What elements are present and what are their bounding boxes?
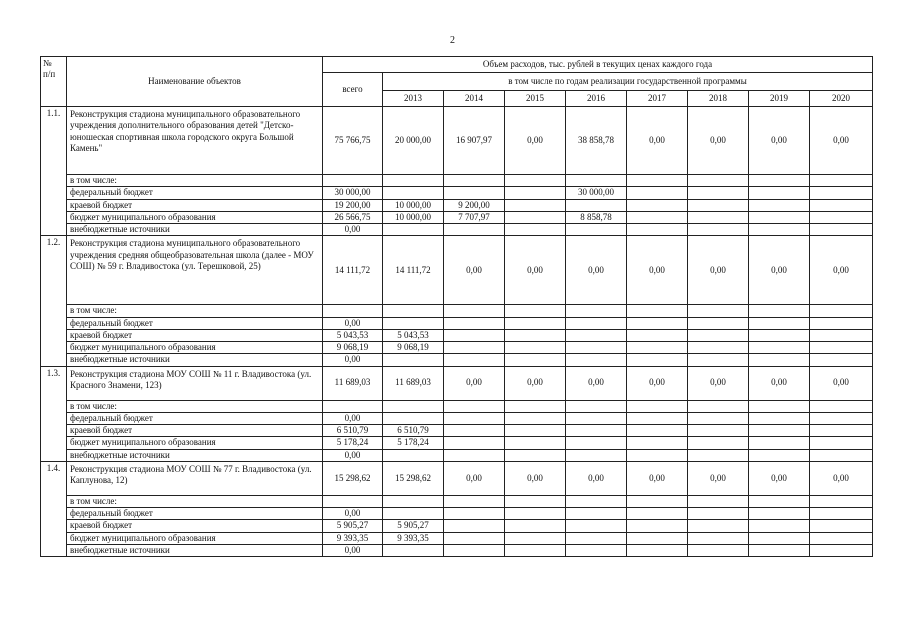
empty-cell [627, 400, 688, 412]
budget-row [41, 329, 873, 341]
budget-year-value: 8 858,78 [566, 211, 627, 223]
budget-total: 19 200,00 [323, 199, 383, 211]
expenses-table [40, 56, 873, 557]
object-year-value: 0,00 [444, 236, 505, 305]
budget-year-value [566, 199, 627, 211]
object-year-value: 0,00 [688, 461, 749, 495]
subtotal-label-row [41, 175, 873, 187]
empty-cell [566, 305, 627, 317]
header-year-2014: 2014 [444, 91, 505, 107]
budget-source-label: внебюджетные источники [67, 544, 323, 556]
budget-year-value [749, 544, 810, 556]
budget-row [41, 211, 873, 223]
object-year-value: 0,00 [566, 236, 627, 305]
budget-source-label: бюджет муниципального образования [67, 532, 323, 544]
object-year-value: 0,00 [688, 236, 749, 305]
budget-year-value [505, 425, 566, 437]
budget-year-value [505, 520, 566, 532]
budget-year-value [566, 532, 627, 544]
budget-source-label: бюджет муниципального образования [67, 211, 323, 223]
budget-row [41, 437, 873, 449]
empty-cell [810, 175, 873, 187]
empty-cell [323, 175, 383, 187]
budget-year-value [444, 508, 505, 520]
object-year-value: 0,00 [566, 366, 627, 400]
budget-year-value [505, 437, 566, 449]
empty-cell [505, 495, 566, 507]
budget-source-label: бюджет муниципального образования [67, 437, 323, 449]
budget-year-value [383, 354, 444, 366]
subtotal-label-row [41, 305, 873, 317]
budget-source-label: краевой бюджет [67, 199, 323, 211]
budget-year-value [383, 317, 444, 329]
budget-year-value [444, 329, 505, 341]
budget-year-value [688, 354, 749, 366]
budget-year-value [444, 354, 505, 366]
budget-year-value [749, 449, 810, 461]
empty-cell [566, 495, 627, 507]
object-name: Реконструкция стадиона муниципального образовательного учреждения средняя общеобразовательная школа (далее - МОУ СОШ) № 59 г. Владивостока (ул. Терешковой, 25) [67, 236, 323, 305]
budget-year-value [749, 520, 810, 532]
budget-year-value [749, 317, 810, 329]
budget-year-value [810, 211, 873, 223]
object-number: 1.1. [41, 107, 67, 236]
header-years-group: в том числе по годам реализации государственной программы [383, 73, 873, 91]
budget-year-value [749, 354, 810, 366]
budget-year-value: 9 200,00 [444, 199, 505, 211]
object-year-value: 0,00 [688, 366, 749, 400]
budget-row [41, 412, 873, 424]
object-row [41, 366, 873, 400]
budget-year-value [627, 199, 688, 211]
budget-year-value [688, 412, 749, 424]
object-year-value: 20 000,00 [383, 107, 444, 175]
budget-row [41, 187, 873, 199]
budget-row [41, 532, 873, 544]
empty-cell [505, 305, 566, 317]
object-year-value: 0,00 [444, 461, 505, 495]
header-year-2020: 2020 [810, 91, 873, 107]
budget-year-value: 5 043,53 [383, 329, 444, 341]
budget-year-value [627, 425, 688, 437]
budget-year-value [505, 187, 566, 199]
budget-year-value [505, 544, 566, 556]
budget-total: 0,00 [323, 317, 383, 329]
empty-cell [444, 400, 505, 412]
empty-cell [810, 400, 873, 412]
budget-year-value [627, 449, 688, 461]
budget-year-value [749, 187, 810, 199]
object-year-value: 0,00 [505, 236, 566, 305]
budget-year-value [383, 187, 444, 199]
budget-total: 6 510,79 [323, 425, 383, 437]
budget-year-value [383, 224, 444, 236]
budget-source-label: федеральный бюджет [67, 412, 323, 424]
object-year-value: 0,00 [749, 236, 810, 305]
subtotal-label: в том числе: [67, 495, 323, 507]
budget-year-value [505, 224, 566, 236]
object-year-value: 0,00 [627, 107, 688, 175]
budget-row [41, 449, 873, 461]
budget-year-value [505, 354, 566, 366]
budget-year-value [505, 412, 566, 424]
object-name: Реконструкция стадиона муниципального образовательного учреждения дополнительного образования детей "Детско-юношеская спортивная школа городского округа Большой Камень" [67, 107, 323, 175]
budget-row [41, 520, 873, 532]
budget-year-value [688, 342, 749, 354]
budget-total: 5 178,24 [323, 437, 383, 449]
budget-year-value [627, 317, 688, 329]
budget-year-value [810, 199, 873, 211]
object-year-value: 38 858,78 [566, 107, 627, 175]
budget-row [41, 425, 873, 437]
budget-year-value [749, 412, 810, 424]
empty-cell [383, 305, 444, 317]
empty-cell [688, 400, 749, 412]
budget-total: 30 000,00 [323, 187, 383, 199]
budget-year-value [505, 329, 566, 341]
budget-row [41, 342, 873, 354]
budget-year-value [749, 425, 810, 437]
subtotal-label: в том числе: [67, 400, 323, 412]
budget-year-value [566, 329, 627, 341]
budget-year-value [505, 508, 566, 520]
empty-cell [749, 495, 810, 507]
budget-year-value [627, 187, 688, 199]
empty-cell [688, 305, 749, 317]
budget-year-value [688, 437, 749, 449]
budget-year-value [627, 544, 688, 556]
budget-year-value [688, 532, 749, 544]
budget-year-value [444, 342, 505, 354]
object-year-value: 11 689,03 [383, 366, 444, 400]
header-year-2013: 2013 [383, 91, 444, 107]
header-year-2016: 2016 [566, 91, 627, 107]
object-number: 1.4. [41, 461, 67, 556]
budget-year-value [810, 532, 873, 544]
budget-year-value [688, 199, 749, 211]
object-total: 11 689,03 [323, 366, 383, 400]
budget-row [41, 199, 873, 211]
empty-cell [688, 175, 749, 187]
budget-source-label: федеральный бюджет [67, 508, 323, 520]
empty-cell [749, 305, 810, 317]
budget-year-value [383, 508, 444, 520]
budget-year-value [688, 187, 749, 199]
budget-year-value [810, 425, 873, 437]
budget-year-value [627, 224, 688, 236]
empty-cell [383, 400, 444, 412]
budget-year-value [566, 544, 627, 556]
budget-source-label: федеральный бюджет [67, 317, 323, 329]
budget-total: 0,00 [323, 508, 383, 520]
object-year-value: 0,00 [444, 366, 505, 400]
budget-year-value [810, 449, 873, 461]
budget-year-value [505, 532, 566, 544]
budget-year-value [444, 187, 505, 199]
budget-year-value [505, 342, 566, 354]
object-year-value: 0,00 [749, 107, 810, 175]
empty-cell [505, 175, 566, 187]
budget-year-value [688, 317, 749, 329]
budget-year-value [627, 532, 688, 544]
empty-cell [323, 495, 383, 507]
budget-year-value [688, 329, 749, 341]
budget-row [41, 317, 873, 329]
budget-year-value [749, 199, 810, 211]
empty-cell [810, 305, 873, 317]
empty-cell [323, 305, 383, 317]
budget-row [41, 544, 873, 556]
budget-year-value [810, 187, 873, 199]
subtotal-label: в том числе: [67, 305, 323, 317]
header-year-2019: 2019 [749, 91, 810, 107]
page-number: 2 [450, 35, 455, 46]
object-year-value: 0,00 [627, 461, 688, 495]
subtotal-label: в том числе: [67, 175, 323, 187]
object-year-value: 0,00 [810, 236, 873, 305]
budget-year-value [627, 508, 688, 520]
budget-year-value [749, 224, 810, 236]
budget-year-value [627, 412, 688, 424]
budget-year-value [383, 544, 444, 556]
subtotal-label-row [41, 400, 873, 412]
budget-source-label: внебюджетные источники [67, 449, 323, 461]
budget-year-value [566, 425, 627, 437]
budget-year-value [505, 317, 566, 329]
header-number: № п/п [41, 57, 67, 107]
budget-year-value [810, 520, 873, 532]
empty-cell [627, 175, 688, 187]
object-year-value: 0,00 [566, 461, 627, 495]
budget-total: 9 393,35 [323, 532, 383, 544]
budget-year-value: 9 068,19 [383, 342, 444, 354]
header-year-2018: 2018 [688, 91, 749, 107]
header-year-2017: 2017 [627, 91, 688, 107]
budget-total: 0,00 [323, 544, 383, 556]
budget-total: 5 043,53 [323, 329, 383, 341]
empty-cell [383, 175, 444, 187]
budget-total: 0,00 [323, 449, 383, 461]
budget-row [41, 508, 873, 520]
empty-cell [505, 400, 566, 412]
budget-year-value [627, 354, 688, 366]
budget-year-value [566, 354, 627, 366]
object-total: 14 111,72 [323, 236, 383, 305]
budget-year-value [749, 532, 810, 544]
header-expenses: Объем расходов, тыс. рублей в текущих ценах каждого года [323, 57, 873, 73]
object-name: Реконструкция стадиона МОУ СОШ № 77 г. Владивостока (ул. Каплунова, 12) [67, 461, 323, 495]
budget-year-value [749, 508, 810, 520]
object-year-value: 14 111,72 [383, 236, 444, 305]
object-name: Реконструкция стадиона МОУ СОШ № 11 г. Владивостока (ул. Красного Знамени, 123) [67, 366, 323, 400]
budget-source-label: федеральный бюджет [67, 187, 323, 199]
budget-year-value [810, 317, 873, 329]
empty-cell [810, 495, 873, 507]
budget-year-value [566, 412, 627, 424]
empty-cell [444, 305, 505, 317]
budget-year-value [444, 412, 505, 424]
budget-source-label: внебюджетные источники [67, 224, 323, 236]
budget-year-value [566, 317, 627, 329]
budget-year-value: 10 000,00 [383, 211, 444, 223]
object-total: 75 766,75 [323, 107, 383, 175]
budget-source-label: внебюджетные источники [67, 354, 323, 366]
budget-year-value [688, 449, 749, 461]
header-year-2015: 2015 [505, 91, 566, 107]
object-year-value: 0,00 [749, 366, 810, 400]
empty-cell [566, 175, 627, 187]
subtotal-label-row [41, 495, 873, 507]
object-year-value: 15 298,62 [383, 461, 444, 495]
table-header [41, 57, 873, 107]
budget-year-value [505, 211, 566, 223]
budget-year-value [566, 520, 627, 532]
budget-year-value [444, 425, 505, 437]
budget-year-value [444, 532, 505, 544]
budget-year-value [505, 449, 566, 461]
empty-cell [444, 175, 505, 187]
budget-year-value [505, 199, 566, 211]
budget-source-label: краевой бюджет [67, 425, 323, 437]
budget-source-label: краевой бюджет [67, 520, 323, 532]
budget-year-value [688, 508, 749, 520]
object-number: 1.3. [41, 366, 67, 461]
object-year-value: 0,00 [505, 107, 566, 175]
budget-total: 9 068,19 [323, 342, 383, 354]
empty-cell [627, 305, 688, 317]
object-row [41, 461, 873, 495]
budget-year-value [688, 211, 749, 223]
budget-total: 0,00 [323, 354, 383, 366]
budget-year-value [566, 508, 627, 520]
budget-row [41, 354, 873, 366]
budget-total: 5 905,27 [323, 520, 383, 532]
budget-year-value: 7 707,97 [444, 211, 505, 223]
budget-year-value [810, 412, 873, 424]
budget-year-value [444, 437, 505, 449]
header-total: всего [323, 73, 383, 107]
budget-year-value [627, 342, 688, 354]
budget-year-value [627, 520, 688, 532]
budget-row [41, 224, 873, 236]
budget-year-value: 10 000,00 [383, 199, 444, 211]
budget-year-value [810, 354, 873, 366]
empty-cell [749, 175, 810, 187]
budget-year-value [688, 544, 749, 556]
budget-year-value [444, 449, 505, 461]
budget-year-value [444, 224, 505, 236]
empty-cell [627, 495, 688, 507]
object-year-value: 0,00 [749, 461, 810, 495]
budget-year-value [627, 329, 688, 341]
budget-year-value [810, 342, 873, 354]
budget-year-value [444, 520, 505, 532]
object-year-value: 0,00 [627, 236, 688, 305]
budget-year-value [627, 211, 688, 223]
budget-year-value [749, 211, 810, 223]
object-year-value: 0,00 [810, 366, 873, 400]
budget-source-label: бюджет муниципального образования [67, 342, 323, 354]
empty-cell [749, 400, 810, 412]
object-year-value: 16 907,97 [444, 107, 505, 175]
empty-cell [444, 495, 505, 507]
budget-year-value: 6 510,79 [383, 425, 444, 437]
empty-cell [383, 495, 444, 507]
object-year-value: 0,00 [627, 366, 688, 400]
object-year-value: 0,00 [810, 461, 873, 495]
budget-year-value [810, 329, 873, 341]
budget-year-value [383, 449, 444, 461]
budget-year-value [749, 437, 810, 449]
object-year-value: 0,00 [688, 107, 749, 175]
object-year-value: 0,00 [810, 107, 873, 175]
budget-total: 0,00 [323, 412, 383, 424]
budget-year-value [810, 224, 873, 236]
budget-year-value [444, 317, 505, 329]
empty-cell [323, 400, 383, 412]
budget-year-value [688, 224, 749, 236]
budget-source-label: краевой бюджет [67, 329, 323, 341]
object-total: 15 298,62 [323, 461, 383, 495]
budget-year-value [810, 544, 873, 556]
budget-total: 26 566,75 [323, 211, 383, 223]
budget-year-value [688, 425, 749, 437]
header-name: Наименование объектов [67, 57, 323, 107]
empty-cell [688, 495, 749, 507]
budget-year-value [444, 544, 505, 556]
budget-year-value [566, 449, 627, 461]
object-row [41, 107, 873, 175]
object-year-value: 0,00 [505, 461, 566, 495]
budget-year-value: 5 905,27 [383, 520, 444, 532]
empty-cell [566, 400, 627, 412]
budget-total: 0,00 [323, 224, 383, 236]
budget-year-value [566, 437, 627, 449]
budget-year-value [810, 508, 873, 520]
budget-year-value [810, 437, 873, 449]
budget-year-value: 30 000,00 [566, 187, 627, 199]
budget-year-value [566, 342, 627, 354]
budget-year-value [627, 437, 688, 449]
object-year-value: 0,00 [505, 366, 566, 400]
budget-year-value [566, 224, 627, 236]
budget-year-value: 9 393,35 [383, 532, 444, 544]
budget-year-value [749, 342, 810, 354]
object-number: 1.2. [41, 236, 67, 366]
budget-year-value: 5 178,24 [383, 437, 444, 449]
table-body [41, 107, 873, 557]
budget-year-value [749, 329, 810, 341]
budget-year-value [688, 520, 749, 532]
object-row [41, 236, 873, 305]
budget-year-value [383, 412, 444, 424]
